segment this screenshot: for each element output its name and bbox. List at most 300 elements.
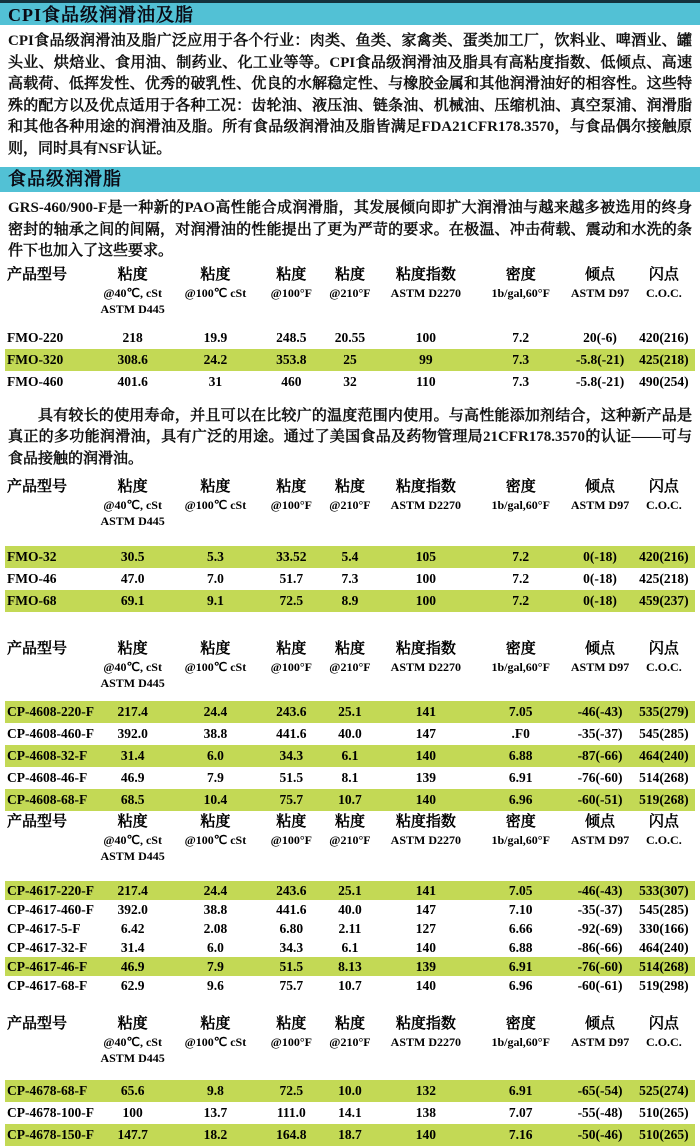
column-header-product: [5, 813, 95, 832]
cell-value: 65.6: [120, 1083, 145, 1098]
column-header: [260, 266, 322, 317]
cell-value: -46(-43): [577, 882, 623, 898]
column-subtitle: C.O.C.: [646, 833, 682, 847]
column-header-product: [5, 640, 95, 659]
column-title: 粘度: [117, 814, 148, 830]
cell-value: -92(-69): [577, 920, 623, 936]
cell-value: 110: [416, 373, 436, 389]
cell-value: .F0: [511, 726, 530, 741]
cell-value: 490(254): [639, 373, 689, 389]
column-header: [474, 813, 567, 864]
column-title: 密度: [505, 641, 536, 657]
cell-value: 132: [415, 1083, 436, 1098]
cell-value: 127: [415, 920, 436, 936]
column-header: [567, 640, 633, 691]
cell-value: 147.7: [117, 1127, 148, 1142]
cell-value: 0(-18): [583, 549, 617, 564]
column-header: [95, 1015, 171, 1066]
cell-value: 243.6: [276, 704, 307, 719]
column-method: ASTM D445: [100, 301, 165, 316]
cell-value: 10.0: [338, 1083, 362, 1098]
cell-value: 7.3: [512, 351, 530, 367]
cell-value: -60(-51): [577, 792, 623, 807]
cell-value: 34.3: [279, 939, 304, 955]
cell-value: 519(268): [639, 792, 689, 807]
cell-value: 545(285): [639, 726, 689, 741]
column-title: 粘度指数: [395, 1016, 456, 1032]
cell-value: 330(166): [639, 920, 689, 936]
column-header: [633, 478, 695, 529]
column-method: [378, 1050, 475, 1066]
table-row: [5, 546, 695, 568]
cell-model: CP-4608-46-F: [7, 770, 88, 785]
cell-value: 6.96: [508, 792, 533, 807]
cell-model: CP-4617-32-F: [7, 939, 88, 955]
cell-value: 20(-6): [583, 329, 617, 345]
cell-value: 392.0: [117, 726, 148, 741]
cell-value: 535(279): [639, 704, 689, 719]
table-row: [5, 745, 695, 767]
cell-model: FMO-220: [7, 329, 64, 345]
cell-value: -5.8(-21): [575, 351, 625, 367]
column-header-product-label: 产品型号: [7, 641, 68, 657]
table-header-row: [5, 1015, 695, 1066]
cell-value: 13.7: [203, 1105, 228, 1120]
column-method: [260, 675, 322, 691]
column-title: 粘度: [200, 479, 231, 495]
cell-value: 140: [415, 748, 436, 763]
column-method: [567, 848, 633, 864]
cell-value: 0(-18): [583, 571, 617, 586]
column-header: [567, 813, 633, 864]
column-method: [322, 675, 377, 691]
cell-value: 7.2: [512, 329, 530, 345]
cell-model: FMO-68: [7, 593, 57, 608]
cell-model: FMO-320: [7, 351, 64, 367]
table-row: [5, 900, 695, 919]
note-paragraph: 具有较长的使用寿命，并且可以在比较广的温度范围内使用。与高性能添加剂结合，这种新产品是真正的多功能润滑油，具有广泛的用途。通过了美国食品及药物管理局21CFR178.3570的认证——可与食品接触的润滑油。: [8, 407, 692, 467]
column-title: 闪点: [648, 266, 679, 283]
table-row: [5, 568, 695, 590]
table-header-row: [5, 266, 695, 317]
cell-value: 6.88: [508, 748, 533, 763]
cell-value: 6.91: [508, 1083, 533, 1098]
column-title: 粘度: [334, 266, 365, 283]
cell-value: 441.6: [276, 901, 307, 917]
column-header: [95, 640, 171, 691]
cell-value: -87(-66): [577, 748, 623, 763]
cell-value: 20.55: [334, 329, 366, 345]
cell-value: 141: [415, 704, 436, 719]
column-title: 倾点: [585, 479, 616, 495]
cell-value: 6.0: [206, 939, 224, 955]
cell-value: 420(216): [639, 329, 689, 345]
cell-value: 68.5: [120, 792, 145, 807]
cell-value: 248.5: [276, 329, 307, 345]
column-method: [322, 301, 377, 317]
table-fmo-heavy-oils: [5, 266, 695, 393]
cell-model: CP-4617-68-F: [7, 977, 88, 993]
column-title: 密度: [505, 479, 536, 495]
table-row: [5, 767, 695, 789]
column-title: 闪点: [648, 814, 679, 830]
cell-value: 6.96: [508, 977, 533, 993]
cell-value: 72.5: [279, 593, 304, 608]
table-row: [5, 327, 695, 349]
column-header: [171, 478, 261, 529]
table-row: [5, 1102, 695, 1124]
cell-value: 6.91: [508, 770, 533, 785]
cell-value: -55(-48): [577, 1105, 623, 1120]
column-subtitle: @100°F: [270, 833, 312, 847]
cell-value: 6.1: [341, 748, 359, 763]
column-header-product-label: 产品型号: [7, 1016, 68, 1032]
column-method: [474, 848, 567, 864]
column-header: [633, 640, 695, 691]
column-method: [171, 1050, 261, 1066]
column-header: [474, 1015, 567, 1066]
cell-value: 24.4: [203, 882, 228, 898]
cell-value: 6.66: [508, 920, 533, 936]
cell-value: 401.6: [117, 373, 148, 389]
cell-value: 31: [208, 373, 223, 389]
cell-value: 40.0: [338, 901, 362, 917]
cell-value: 18.2: [203, 1127, 228, 1142]
column-title: 密度: [505, 1016, 536, 1032]
table-row: [5, 723, 695, 745]
column-header: [567, 266, 633, 317]
column-subtitle: @100°F: [270, 498, 312, 512]
column-subtitle: @40℃, cSt: [103, 285, 162, 300]
cell-value: 514(268): [639, 958, 689, 974]
table-row: [5, 701, 695, 723]
cell-value: 51.5: [279, 770, 304, 785]
column-title: 粘度: [334, 814, 365, 830]
cell-value: -35(-37): [577, 726, 623, 741]
cell-value: 138: [415, 1105, 436, 1120]
column-header: [474, 478, 567, 529]
table-row: [5, 919, 695, 938]
column-title: 粘度: [200, 641, 231, 657]
cell-value: 218: [122, 329, 143, 345]
cell-value: 514(268): [639, 770, 689, 785]
cell-value: -60(-61): [577, 977, 623, 993]
cell-value: 32: [343, 373, 357, 389]
cell-value: 147: [415, 901, 436, 917]
column-header-product-label: 产品型号: [7, 814, 68, 830]
column-method: [378, 301, 475, 317]
column-method: [171, 848, 261, 864]
cell-value: 75.7: [279, 792, 304, 807]
cell-value: 14.1: [338, 1105, 362, 1120]
column-title: 粘度: [276, 479, 307, 495]
section-banner-grease: [0, 167, 700, 192]
cell-value: 6.88: [508, 939, 533, 955]
cell-value: 139: [415, 770, 436, 785]
cell-value: 100: [415, 329, 436, 345]
column-title: 倾点: [585, 814, 616, 830]
column-header: [322, 478, 377, 529]
column-subtitle: C.O.C.: [646, 660, 682, 674]
column-header-product: [5, 266, 95, 285]
cell-value: 40.0: [338, 726, 362, 741]
column-method: [171, 675, 261, 691]
cell-value: 24.4: [203, 704, 228, 719]
cell-value: 6.1: [341, 939, 359, 955]
column-method: [322, 513, 377, 529]
table-fmo-light-oils: [5, 478, 695, 612]
column-title: 闪点: [648, 641, 679, 657]
cell-value: 25.1: [338, 704, 362, 719]
column-header: [378, 640, 475, 691]
cell-value: 8.13: [338, 958, 362, 974]
column-method: [474, 301, 567, 317]
column-method: [474, 513, 567, 529]
column-title: 粘度: [200, 266, 231, 283]
cell-value: 7.05: [508, 704, 533, 719]
cell-value: 460: [281, 373, 302, 389]
column-title: 倾点: [585, 1016, 616, 1032]
column-method: [378, 513, 475, 529]
cell-value: 9.1: [206, 593, 224, 608]
column-title: 粘度: [200, 1016, 231, 1032]
cell-value: 5.4: [341, 549, 359, 564]
column-header: [567, 478, 633, 529]
column-title: 密度: [505, 814, 536, 830]
column-subtitle: @210°F: [329, 660, 371, 674]
column-subtitle: @100°F: [270, 285, 312, 300]
cell-value: 217.4: [117, 882, 148, 898]
column-subtitle: @40℃, cSt: [103, 833, 162, 847]
column-subtitle: ASTM D97: [570, 833, 630, 847]
column-method: [378, 675, 475, 691]
table-cp-4608-series: [5, 640, 695, 811]
cell-model: CP-4608-32-F: [7, 748, 88, 763]
column-subtitle: @40℃, cSt: [103, 498, 162, 512]
cell-value: 6.91: [508, 958, 533, 974]
cell-value: -35(-37): [577, 901, 623, 917]
cell-value: 38.8: [203, 726, 228, 741]
cell-value: 46.9: [120, 770, 145, 785]
cell-value: 18.7: [338, 1127, 362, 1142]
cell-value: -5.8(-21): [575, 373, 625, 389]
column-method: [474, 675, 567, 691]
column-title: 倾点: [585, 266, 616, 283]
cell-value: 46.9: [120, 958, 145, 974]
cell-value: 51.5: [279, 958, 304, 974]
column-title: 粘度: [200, 814, 231, 830]
column-title: 粘度: [334, 641, 365, 657]
cell-value: 10.7: [338, 977, 362, 993]
cell-value: 9.8: [206, 1083, 224, 1098]
cell-value: 8.1: [341, 770, 359, 785]
cell-value: 217.4: [117, 704, 148, 719]
column-header: [260, 640, 322, 691]
cell-value: 459(237): [639, 593, 689, 608]
table-row: [5, 957, 695, 976]
cell-value: 100: [122, 1105, 143, 1120]
table-header-row: [5, 478, 695, 529]
column-subtitle: @40℃, cSt: [103, 660, 162, 674]
column-subtitle: ASTM D2270: [390, 498, 462, 512]
cell-value: -50(-46): [577, 1127, 623, 1142]
column-header: [260, 813, 322, 864]
column-method: [567, 513, 633, 529]
cell-value: 545(285): [639, 901, 689, 917]
cell-value: 7.0: [206, 571, 224, 586]
cell-model: CP-4608-220-F: [7, 704, 94, 719]
cell-value: 47.0: [120, 571, 145, 586]
column-subtitle: 1b/gal,60°F: [491, 833, 550, 847]
cell-value: 353.8: [276, 351, 307, 367]
cell-value: 510(265): [639, 1127, 689, 1142]
column-header: [171, 1015, 261, 1066]
column-title: 闪点: [648, 1016, 679, 1032]
table-row: [5, 371, 695, 393]
column-header: [260, 478, 322, 529]
cell-value: 9.6: [206, 977, 224, 993]
column-subtitle: @100℃ cSt: [184, 660, 247, 674]
cell-value: 10.7: [338, 792, 362, 807]
cell-value: 7.05: [508, 882, 533, 898]
oil-description-paragraph: CPI食品级润滑油及脂广泛应用于各个行业：肉类、鱼类、家禽类、蛋类加工厂，饮料业、啤酒业、罐头业、烘焙业、食用油、制药业、化工业等等。CPI食品级润滑油及脂具有高粘度指数、低倾点、高速高载荷、低挥发性、优秀的破乳性、优良的水解稳定性、与橡胶金属和其他润滑油好的相容性。这些特殊的配方以及优点适用于各种工况：齿轮油、液压油、链条油、机械油、压缩机油、真空泵浦、润滑脂和其他各种用途的润滑油及脂。所有食品级润滑油及脂皆满足FDA21CFR178.3570，与食品偶尔接触原则，同时具有NSF认证。: [8, 33, 692, 157]
grease-description-paragraph: GRS-460/900-F是一种新的PAO高性能合成润滑脂，其发展倾向即扩大润滑油与越来越多被选用的终身密封的轴承之间的间隔，对润滑油的性能提出了更为严苛的要求。在极温、冲击荷载、震动和水洗的条件下也加入了这些要求。: [8, 200, 692, 259]
column-subtitle: @100℃ cSt: [184, 285, 247, 300]
column-subtitle: 1b/gal,60°F: [491, 285, 550, 300]
column-subtitle: @210°F: [329, 833, 371, 847]
column-method: [633, 675, 695, 691]
cell-value: 533(307): [639, 882, 689, 898]
cell-value: 25.1: [338, 882, 362, 898]
column-method: ASTM D445: [100, 676, 165, 690]
cell-value: 140: [415, 939, 436, 955]
table-row: [5, 789, 695, 811]
column-method: [171, 301, 261, 317]
cell-model: CP-4678-68-F: [7, 1083, 88, 1098]
column-subtitle: C.O.C.: [646, 285, 682, 300]
cell-value: 62.9: [120, 977, 145, 993]
column-method: [567, 675, 633, 691]
column-method: [171, 513, 261, 529]
cell-value: -76(-60): [577, 770, 623, 785]
cell-value: 75.7: [279, 977, 304, 993]
column-subtitle: @40℃, cSt: [103, 1035, 162, 1049]
cell-value: 105: [415, 549, 436, 564]
column-method: [567, 301, 633, 317]
cell-value: 6.42: [120, 920, 145, 936]
column-header: [95, 266, 171, 317]
cell-value: -86(-66): [577, 939, 623, 955]
column-header: [633, 813, 695, 864]
column-header-product-label: 产品型号: [7, 266, 68, 283]
table-row: [5, 1124, 695, 1146]
cell-model: CP-4617-220-F: [7, 882, 94, 898]
column-header: [171, 266, 261, 317]
column-subtitle: ASTM D2270: [390, 833, 462, 847]
column-title: 粘度: [117, 641, 148, 657]
column-method: [378, 848, 475, 864]
column-header-product-label: 产品型号: [7, 479, 68, 495]
cell-value: 7.2: [512, 571, 530, 586]
column-subtitle: @100°F: [270, 660, 312, 674]
column-title: 粘度: [117, 266, 148, 283]
column-subtitle: ASTM D2270: [390, 1035, 462, 1049]
cell-value: 30.5: [120, 549, 145, 564]
column-header: [378, 266, 475, 317]
column-title: 粘度: [276, 641, 307, 657]
column-header: [474, 266, 567, 317]
cell-value: 72.5: [279, 1083, 304, 1098]
cell-value: 140: [415, 977, 436, 993]
cell-value: -76(-60): [577, 958, 623, 974]
column-method: ASTM D445: [100, 849, 165, 863]
column-header: [633, 1015, 695, 1066]
column-title: 粘度指数: [395, 266, 456, 283]
column-title: 粘度: [276, 266, 307, 283]
cell-value: 33.52: [276, 549, 307, 564]
cell-model: CP-4608-68-F: [7, 792, 88, 807]
table-row: [5, 349, 695, 371]
cell-value: 6.80: [279, 920, 304, 936]
column-method: [633, 1050, 695, 1066]
table-row: [5, 881, 695, 900]
column-title: 粘度: [276, 814, 307, 830]
cell-value: 100: [415, 593, 436, 608]
section-banner-oil: [0, 0, 700, 25]
cell-value: 19.9: [203, 329, 228, 345]
cell-value: 24.2: [203, 351, 228, 367]
cell-value: 5.3: [206, 549, 224, 564]
cell-value: 6.0: [206, 748, 224, 763]
section-title-oil: CPI食品级润滑油及脂: [8, 5, 194, 25]
cell-value: 25: [343, 351, 357, 367]
cell-value: 8.9: [341, 593, 359, 608]
column-subtitle: ASTM D97: [570, 498, 630, 512]
column-method: [633, 301, 695, 317]
cell-model: CP-4678-100-F: [7, 1105, 94, 1120]
table-header-row: [5, 813, 695, 864]
column-subtitle: ASTM D97: [570, 660, 630, 674]
column-header-product: [5, 478, 95, 497]
column-subtitle: 1b/gal,60°F: [491, 660, 550, 674]
cell-value: 464(240): [639, 939, 689, 955]
cell-value: -46(-43): [577, 704, 623, 719]
cell-value: 7.10: [508, 901, 533, 917]
cell-value: 7.2: [512, 593, 530, 608]
column-subtitle: @100°F: [270, 1035, 312, 1049]
table-cp-4617-series: [5, 813, 695, 995]
column-header: [633, 266, 695, 317]
cell-value: 31.4: [120, 748, 145, 763]
cell-value: 100: [415, 571, 436, 586]
column-subtitle: C.O.C.: [646, 1035, 682, 1049]
column-method: [567, 1050, 633, 1066]
cell-value: 7.9: [206, 958, 224, 974]
column-subtitle: ASTM D2270: [390, 285, 462, 300]
cell-value: 141: [415, 882, 436, 898]
cell-value: 111.0: [276, 1105, 306, 1120]
cell-value: 140: [415, 792, 436, 807]
cell-value: 308.6: [117, 351, 148, 367]
column-subtitle: C.O.C.: [646, 498, 682, 512]
cell-model: FMO-46: [7, 571, 57, 586]
cell-value: 139: [415, 958, 436, 974]
cell-value: 510(265): [639, 1105, 689, 1120]
cell-value: 7.3: [512, 373, 530, 389]
cell-value: 7.16: [508, 1127, 533, 1142]
column-header: [378, 1015, 475, 1066]
cell-value: 2.11: [338, 920, 362, 936]
